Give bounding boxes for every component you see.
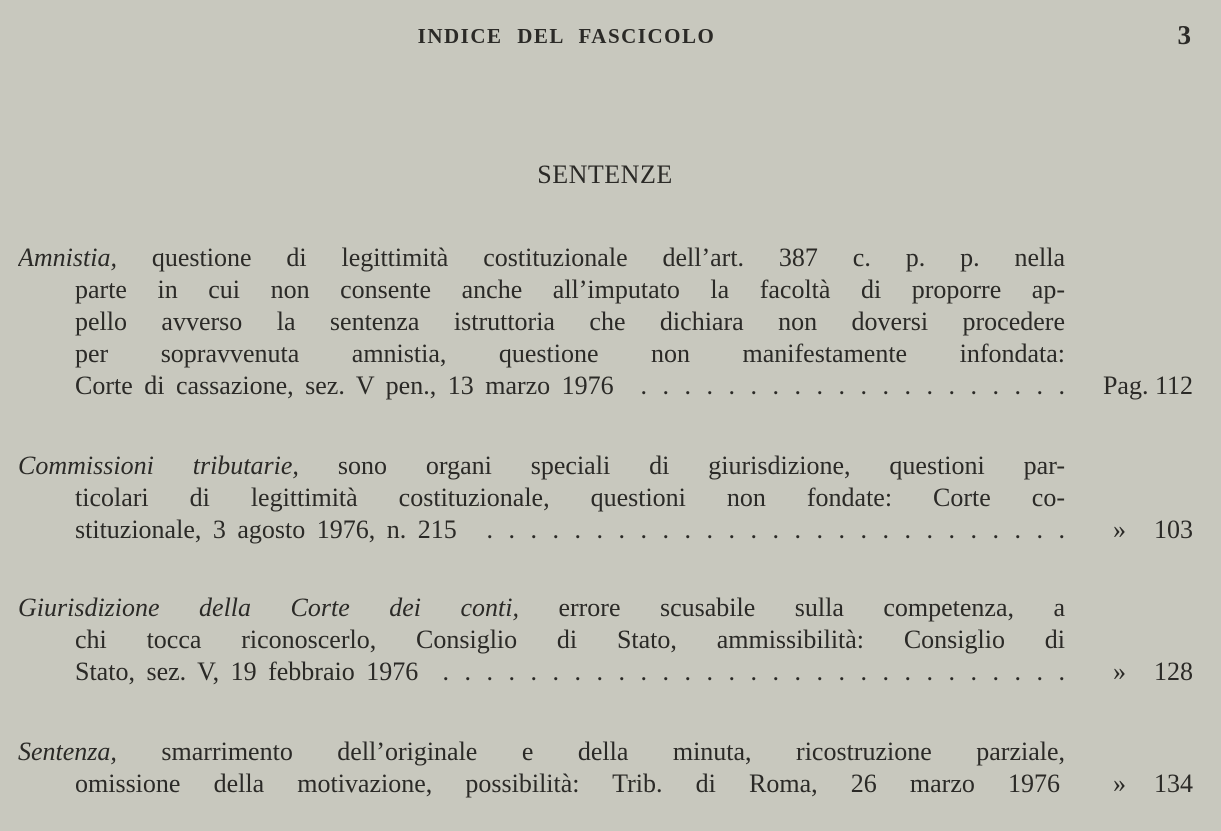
ref-prefix: » (1113, 769, 1126, 798)
entry-last-line (75, 514, 1065, 546)
entry-citation: stituzionale, 3 agosto 1976, n. 215 (75, 515, 457, 544)
entry-first-line (18, 736, 1065, 768)
entry-first-line (18, 450, 1065, 482)
entry-title: Amnistia, (18, 243, 117, 272)
page-reference (1113, 514, 1193, 546)
entry-line: ticolari di legittimità costituzionale, questioni non fondate: Corte co- (75, 483, 1065, 512)
ref-prefix: » (1113, 515, 1126, 544)
entry-text: errore scusabile sulla competenza, a (558, 593, 1065, 622)
running-header: INDICE DEL FASCICOLO (417, 24, 716, 48)
entry-line: parte in cui non consente anche all’imputato la facoltà di proporre ap- (75, 275, 1065, 304)
dot-leader (432, 656, 1065, 688)
entry-title: Sentenza, (18, 737, 117, 766)
entry-text: questione di legittimità costituzionale dell’art. 387 c. p. p. nella (151, 243, 1065, 272)
entry-title: Giurisdizione della Corte dei conti, (18, 593, 519, 622)
dot-leader (471, 514, 1065, 546)
entry-first-line (18, 242, 1065, 274)
entry-title: Commissioni tributarie, (18, 451, 299, 480)
ref-prefix: » (1113, 657, 1126, 686)
ref-page: 112 (1154, 371, 1193, 400)
entry-text: sono organi speciali di giurisdizione, questioni par- (337, 451, 1065, 480)
entry-line: per sopravvenuta amnistia, questione non manifestamente infondata: (75, 339, 1065, 368)
page-reference (1113, 656, 1193, 688)
entry-line: chi tocca riconoscerlo, Consiglio di Stato, ammissibilità: Consiglio di (75, 625, 1065, 654)
section-title: SENTENZE (537, 160, 673, 189)
entry-last-line (75, 370, 1065, 402)
entry-line: pello avverso la sentenza istruttoria che dichiara non doversi procedere (75, 307, 1065, 336)
entry-citation: omissione della motivazione, possibilità: Trib. di Roma, 26 marzo 1976 (75, 769, 1060, 798)
ref-prefix: Pag. (1102, 371, 1149, 400)
entry-text: smarrimento dell’originale e della minuta, ricostruzione parziale, (161, 737, 1065, 766)
ref-page: 134 (1154, 769, 1193, 798)
page-number: 3 (1177, 20, 1191, 50)
entry-first-line (18, 592, 1065, 624)
entry-last-line (75, 656, 1065, 688)
ref-page: 128 (1154, 657, 1193, 686)
dot-leader (628, 370, 1065, 402)
page-reference (1113, 768, 1193, 800)
entry-citation: Corte di cassazione, sez. V pen., 13 marzo 1976 (75, 371, 614, 400)
ref-page: 103 (1154, 515, 1193, 544)
entry-citation: Stato, sez. V, 19 febbraio 1976 (75, 657, 419, 686)
page-reference (1103, 370, 1193, 402)
